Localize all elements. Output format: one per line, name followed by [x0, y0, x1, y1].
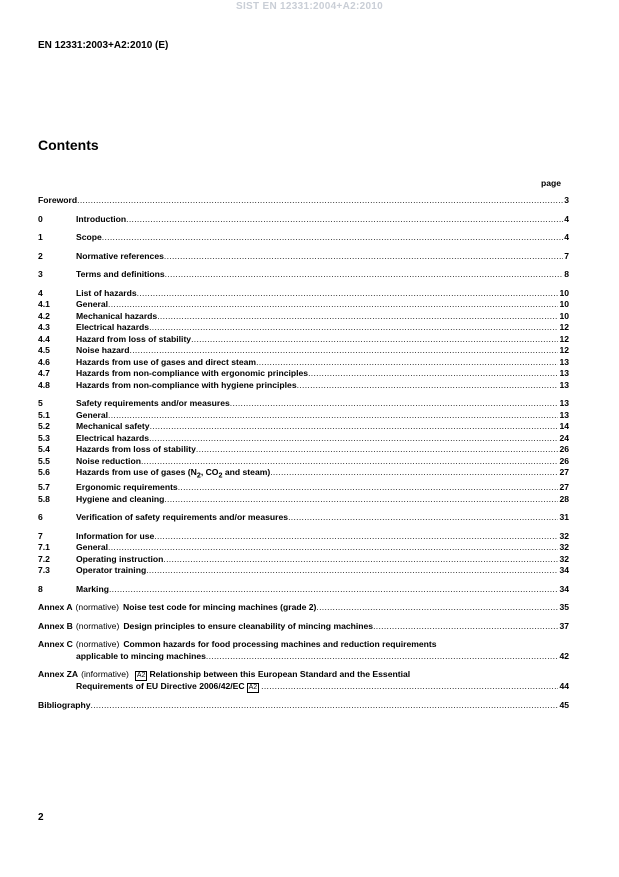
toc-title: Hazards from non-compliance with ergonomic principles — [76, 368, 309, 378]
toc-number: 5.5 — [38, 455, 50, 466]
toc-entry-5-4[interactable] — [38, 444, 569, 456]
toc-page: 26 — [559, 455, 569, 466]
toc-page: 34 — [559, 583, 569, 594]
toc-title: Verification of safety requirements and/or measures — [76, 512, 289, 523]
toc-page: 42 — [559, 650, 569, 661]
toc-page: 37 — [559, 620, 569, 631]
annex-kind: (normative) — [75, 639, 120, 650]
toc-page: 10 — [559, 287, 569, 298]
toc-entry-4-8[interactable] — [38, 380, 569, 392]
toc-entry-8[interactable] — [38, 584, 569, 596]
annex-kind: (informative) — [81, 669, 129, 680]
toc-page: 8 — [564, 269, 569, 279]
toc-title: Hygiene and cleaning — [76, 493, 165, 504]
toc-entry-5-6[interactable] — [38, 467, 569, 482]
toc-entry-4[interactable] — [38, 288, 569, 300]
toc-entry-7-1[interactable] — [38, 542, 569, 554]
toc-title: Ergonomic requirements — [76, 482, 178, 493]
toc-number: 3 — [38, 269, 43, 279]
toc-entry-annex-b[interactable] — [38, 621, 569, 633]
toc-page: 3 — [564, 195, 569, 205]
amendment-end-marker-icon: A2 — [248, 684, 258, 692]
toc-number: 5.8 — [38, 493, 50, 504]
toc-title: Bibliography — [38, 700, 91, 711]
toc-title: Marking — [76, 583, 109, 594]
toc-title: Common hazards for food processing machines and reduction requirements — [123, 639, 437, 650]
toc-entry-7[interactable] — [38, 531, 569, 543]
toc-page: 27 — [559, 467, 569, 477]
toc-title: Hazards from use of gases and direct steam — [76, 356, 257, 367]
toc-title: Information for use — [76, 530, 155, 541]
toc-entry-4-3[interactable] — [38, 322, 569, 334]
toc-page: 13 — [559, 379, 569, 390]
toc-number: 4.5 — [38, 345, 50, 355]
toc-number: 4.3 — [38, 322, 50, 332]
toc-title: Terms and definitions — [76, 269, 165, 279]
annex-kind: (normative) — [75, 620, 120, 631]
toc-title: Hazards from loss of stability — [76, 444, 196, 454]
toc-page: 13 — [559, 398, 569, 408]
toc-page: 13 — [559, 356, 569, 367]
toc-entry-5-2[interactable] — [38, 421, 569, 433]
toc-number: 4.2 — [38, 310, 50, 321]
toc-number: 5.7 — [38, 482, 50, 493]
toc-title: List of hazards — [76, 287, 137, 298]
toc-page: 4 — [564, 213, 569, 224]
toc-title: Noise hazard — [76, 345, 130, 355]
toc-page: 32 — [559, 530, 569, 541]
page-number: 2 — [38, 812, 44, 823]
toc-number: 4.6 — [38, 356, 50, 367]
toc-entry-5-7[interactable] — [38, 482, 569, 494]
toc-entry-4-1[interactable] — [38, 299, 569, 311]
annex-prefix: Annex ZA — [38, 669, 79, 680]
toc-number: 4.1 — [38, 299, 50, 309]
toc-entry-7-3[interactable] — [38, 565, 569, 577]
toc-entry-annex-za[interactable] — [38, 669, 569, 693]
toc-title: Relationship between this European Standard and the Essential — [149, 669, 411, 680]
toc-title: Hazard from loss of stability — [76, 333, 192, 344]
toc-title: Foreword — [38, 195, 78, 205]
toc-page: 32 — [559, 553, 569, 564]
toc-number: 5.6 — [38, 467, 50, 477]
toc-number: 7 — [38, 530, 43, 541]
toc-number: 8 — [38, 583, 43, 594]
toc-number: 5.2 — [38, 421, 50, 431]
toc-number: 4.4 — [38, 333, 50, 344]
amendment-start-marker-icon: A2 — [136, 672, 146, 680]
toc-entry-5-5[interactable] — [38, 456, 569, 468]
toc-number: 4 — [38, 287, 43, 298]
toc-page: 26 — [559, 444, 569, 454]
toc-entry-3[interactable] — [38, 269, 569, 281]
toc-entry-foreword[interactable] — [38, 195, 569, 207]
toc-page: 4 — [564, 232, 569, 242]
toc-page: 44 — [559, 681, 569, 692]
toc-number: 5 — [38, 398, 43, 408]
toc-number: 5.1 — [38, 409, 50, 420]
toc-entry-annex-c[interactable] — [38, 639, 569, 662]
toc-title-continued: applicable to mincing machines — [76, 650, 206, 661]
toc-title: General — [76, 542, 109, 553]
toc-number: 7.3 — [38, 565, 50, 576]
annex-prefix: Annex C — [38, 639, 73, 650]
toc-title: Electrical hazards — [76, 322, 150, 332]
toc-title: General — [76, 409, 109, 420]
toc-page: 12 — [559, 345, 569, 355]
toc-entry-4-7[interactable] — [38, 368, 569, 380]
toc-entry-7-2[interactable] — [38, 554, 569, 566]
page-column-label: page — [541, 178, 562, 188]
toc-entry-4-4[interactable] — [38, 334, 569, 346]
toc-title: Introduction — [76, 213, 127, 224]
watermark: SIST EN 12331:2004+A2:2010 — [235, 1, 384, 12]
toc-entry-0[interactable] — [38, 214, 569, 226]
toc-number: 2 — [38, 250, 43, 261]
toc-title: Normative references — [76, 250, 164, 261]
toc-number: 4.7 — [38, 368, 50, 378]
toc-entry-annex-a[interactable] — [38, 602, 569, 614]
toc-title: Noise test code for mincing machines (grade 2) — [123, 602, 317, 613]
toc-entry-5-1[interactable] — [38, 410, 569, 422]
toc-title: Safety requirements and/or measures — [76, 398, 230, 408]
contents-title: Contents — [38, 137, 99, 153]
toc-entry-4-2[interactable] — [38, 311, 569, 323]
toc-page: 45 — [559, 700, 569, 711]
document-header: EN 12331:2003+A2:2010 (E) — [38, 40, 169, 51]
toc-entry-5-3[interactable] — [38, 433, 569, 445]
toc-page: 12 — [559, 333, 569, 344]
toc-title: Hazards from non-compliance with hygiene principles — [76, 379, 297, 390]
toc-page: 28 — [559, 493, 569, 504]
toc-entry-6[interactable] — [38, 512, 569, 524]
toc-title-continued: Requirements of EU Directive 2006/42/EC — [76, 681, 245, 692]
toc-number: 7.1 — [38, 542, 50, 553]
toc-title: Noise reduction — [76, 455, 141, 466]
toc-title: General — [76, 299, 109, 309]
annex-prefix: Annex A — [38, 602, 73, 613]
toc-page: 24 — [559, 432, 569, 443]
toc-number: 1 — [38, 232, 43, 242]
toc-title: Operator training — [76, 565, 147, 576]
annex-prefix: Annex B — [38, 620, 73, 631]
toc-number: 5.3 — [38, 432, 50, 443]
toc-page: 27 — [559, 482, 569, 493]
toc-number: 5.4 — [38, 444, 50, 454]
toc-title: Hazards from use of gases ($N_2$, $CO_2$ and steam) — [76, 467, 271, 480]
toc-entry-5-8[interactable] — [38, 494, 569, 506]
toc-number: 0 — [38, 213, 43, 224]
toc-entry-1[interactable] — [38, 232, 569, 244]
toc-title: Mechanical safety — [76, 421, 150, 431]
toc-title: Design principles to ensure cleanability of mincing machines — [123, 620, 374, 631]
toc-title: Electrical hazards — [76, 432, 150, 443]
toc-number: 6 — [38, 512, 43, 523]
toc-page: 10 — [559, 299, 569, 309]
toc-page: 14 — [559, 421, 569, 431]
toc-page: 32 — [559, 542, 569, 553]
toc-number: 7.2 — [38, 553, 50, 564]
toc-title: Scope — [76, 232, 102, 242]
toc-page: 31 — [559, 512, 569, 523]
toc-title: Mechanical hazards — [76, 310, 158, 321]
toc-entry-4-5[interactable] — [38, 345, 569, 357]
annex-kind: (normative) — [75, 602, 120, 613]
toc-entry-2[interactable] — [38, 251, 569, 263]
toc-page: 34 — [559, 565, 569, 576]
toc-page: 13 — [559, 409, 569, 420]
toc-page: 13 — [559, 368, 569, 378]
table-of-contents — [38, 195, 569, 712]
toc-page: 12 — [559, 322, 569, 332]
toc-entry-5[interactable] — [38, 398, 569, 410]
toc-title: Operating instruction — [76, 553, 164, 564]
toc-entry-bibliography[interactable] — [38, 700, 569, 712]
toc-entry-4-6[interactable] — [38, 357, 569, 369]
toc-number: 4.8 — [38, 379, 50, 390]
toc-page: 35 — [559, 602, 569, 613]
toc-page: 10 — [559, 310, 569, 321]
toc-page: 7 — [564, 250, 569, 261]
